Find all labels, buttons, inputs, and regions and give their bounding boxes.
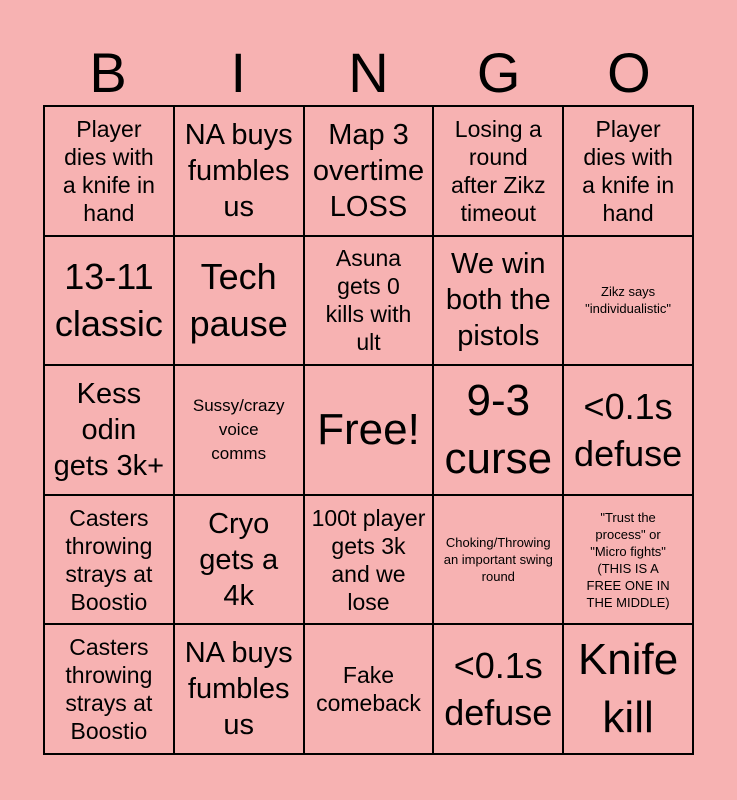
bingo-cell-text: Cryo gets a 4k (199, 507, 279, 612)
bingo-cell-text: We win both the pistols (445, 248, 551, 353)
bingo-cell[interactable] (434, 237, 562, 365)
bingo-cell-text: <0.1s defuse (574, 385, 683, 474)
bingo-header (43, 42, 694, 104)
bingo-cell[interactable] (305, 366, 433, 494)
bingo-cell-text: Kess odin gets 3k+ (53, 377, 165, 482)
bingo-board (43, 105, 694, 755)
bingo-cell-text: <0.1s defuse (444, 645, 553, 734)
bingo-cell-text: Player dies with a knife in hand (582, 115, 675, 226)
bingo-cell-text: NA buys fumbles us (184, 118, 293, 223)
bingo-cell-text: Free! (317, 404, 420, 454)
bingo-cell[interactable] (434, 107, 562, 235)
bingo-cell-text: Sussy/crazy voice comms (192, 395, 285, 463)
bingo-cell-text: Fake comeback (316, 662, 421, 717)
bingo-cell[interactable] (45, 366, 173, 494)
bingo-cell[interactable] (45, 496, 173, 624)
bingo-cell-text: Casters throwing strays at Boostio (65, 634, 153, 745)
bingo-cell[interactable] (175, 625, 303, 753)
bingo-cell[interactable] (45, 625, 173, 753)
header-letter-o: O (607, 41, 651, 104)
bingo-cell[interactable] (564, 625, 692, 753)
bingo-cell[interactable] (305, 496, 433, 624)
bingo-cell[interactable] (175, 237, 303, 365)
bingo-cell-text: Losing a round after Zikz timeout (451, 115, 546, 226)
bingo-cell[interactable] (564, 107, 692, 235)
bingo-cell-text: 100t player gets 3k and we lose (311, 504, 426, 615)
bingo-cell[interactable] (175, 107, 303, 235)
header-letter-g: G (476, 41, 521, 104)
bingo-cell[interactable] (434, 496, 562, 624)
bingo-cell[interactable] (305, 107, 433, 235)
bingo-cell-text: Choking/Throwing an important swing round (443, 535, 553, 585)
bingo-cell-text: "Trust the process" or "Micro fights" (THIS IS A FREE ONE IN THE MIDDLE) (586, 509, 670, 610)
bingo-cell-text: Map 3 overtime LOSS (312, 118, 425, 223)
bingo-cell-text: Player dies with a knife in hand (62, 115, 155, 226)
bingo-cell-text: Asuna gets 0 kills with ult (325, 245, 412, 356)
bingo-cell-text: 13-11 classic (54, 256, 163, 345)
bingo-cell-text: NA buys fumbles us (184, 637, 293, 742)
bingo-cell[interactable] (434, 625, 562, 753)
header-letter-n: N (348, 41, 389, 104)
header-letter-i: I (230, 41, 247, 104)
bingo-cell-text: Casters throwing strays at Boostio (65, 504, 153, 615)
bingo-cell-text: Tech pause (189, 256, 288, 345)
bingo-cell[interactable] (434, 366, 562, 494)
bingo-cell[interactable] (45, 237, 173, 365)
bingo-cell[interactable] (175, 496, 303, 624)
bingo-cell[interactable] (564, 237, 692, 365)
bingo-cell[interactable] (564, 496, 692, 624)
bingo-cell-text: Zikz says "individualistic" (585, 284, 671, 317)
bingo-cell[interactable] (45, 107, 173, 235)
bingo-cell[interactable] (564, 366, 692, 494)
bingo-cell[interactable] (305, 237, 433, 365)
bingo-cell[interactable] (175, 366, 303, 494)
bingo-cell-text: Knife kill (577, 635, 679, 743)
bingo-cell-text: 9-3 curse (444, 375, 553, 483)
header-letter-b: B (89, 41, 127, 104)
bingo-cell[interactable] (305, 625, 433, 753)
